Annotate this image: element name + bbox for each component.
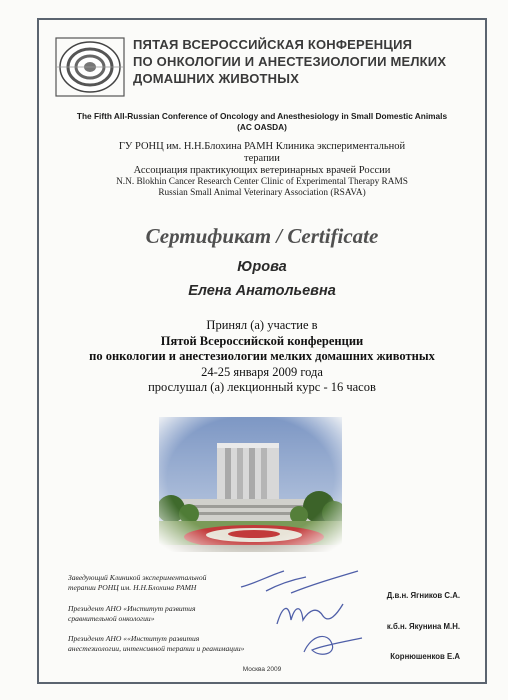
title-line: ПО ОНКОЛОГИИ И АНЕСТЕЗИОЛОГИИ МЕЛКИХ	[133, 54, 447, 69]
signatory-title-line: терапии РОНЦ им. Н.Н.Блохина РАМН	[68, 583, 197, 592]
building-photo	[159, 417, 342, 552]
participation-statement	[45, 318, 479, 396]
concentric-square-emblem-icon	[55, 37, 125, 97]
signature-block-director	[68, 573, 468, 603]
org-line-en: Russian Small Animal Veterinary Association (RSAVA)	[158, 188, 366, 198]
recipient-given-names: Елена Анатольевна	[188, 283, 336, 299]
body-line: 24-25 января 2009 года	[201, 364, 323, 379]
org-line-ru: Ассоциация практикующих ветеринарных врачей России	[133, 165, 391, 176]
conference-title-en	[45, 111, 479, 133]
title-line: ПЯТАЯ ВСЕРОССИЙСКАЯ КОНФЕРЕНЦИЯ	[133, 37, 413, 52]
certificate-title: Сертификат / Certificate	[145, 224, 379, 248]
place-year: Москва 2009	[242, 666, 282, 673]
handwritten-signature-icon	[273, 596, 348, 630]
recipient-surname: Юрова	[237, 259, 287, 275]
body-line: Принял (а) участие в	[206, 318, 318, 332]
signature-block-anesthesiology	[68, 634, 468, 664]
en-title-line: (AC OASDA)	[237, 122, 287, 132]
en-title-line: The Fifth All-Russian Conference of Oncology and Anesthesiology in Small Domestic Animals	[76, 111, 448, 121]
body-line: по онкологии и анестезиологии мелких домашних животных	[89, 349, 435, 363]
signatory-title-line: Президент АНО «Институт развития	[68, 604, 196, 613]
body-line: Пятой Всероссийской конференции	[160, 333, 364, 348]
signatory-title-line: Президент АНО ««Институт развития	[68, 634, 200, 643]
signatory-title-line: Заведующий Клиникой экспериментальной	[68, 573, 207, 582]
handwritten-signature-icon	[298, 628, 368, 662]
org-line-ru: терапии	[244, 153, 280, 164]
signature-block-oncology	[68, 604, 468, 634]
organizations-block	[45, 141, 479, 199]
signatory-name: к.б.н. Якунина М.Н.	[386, 622, 460, 631]
org-line-ru: ГУ РОНЦ им. Н.Н.Блохина РАМН Клиника экспериментальной	[118, 141, 406, 152]
org-line-en: N.N. Blokhin Cancer Research Center Clinic of Experimental Therapy RAMS	[116, 177, 408, 187]
signatory-name: Корнюшенков Е.А	[390, 652, 460, 661]
handwritten-signature-icon	[236, 565, 366, 599]
body-line: прослушал (а) лекционный курс - 16 часов	[148, 380, 376, 394]
signatory-name: Д.в.н. Ягников С.А.	[386, 591, 460, 600]
conference-title-ru	[133, 36, 478, 87]
signatory-title-line: сравнительной онкологии»	[68, 614, 155, 623]
signatory-title	[68, 634, 298, 654]
title-line: ДОМАШНИХ ЖИВОТНЫХ	[133, 71, 300, 86]
signatory-title-line: анестезиологии, интенсивной терапии и реанимации»	[68, 644, 245, 653]
signatory-title	[68, 604, 248, 624]
signatory-title	[68, 573, 248, 593]
